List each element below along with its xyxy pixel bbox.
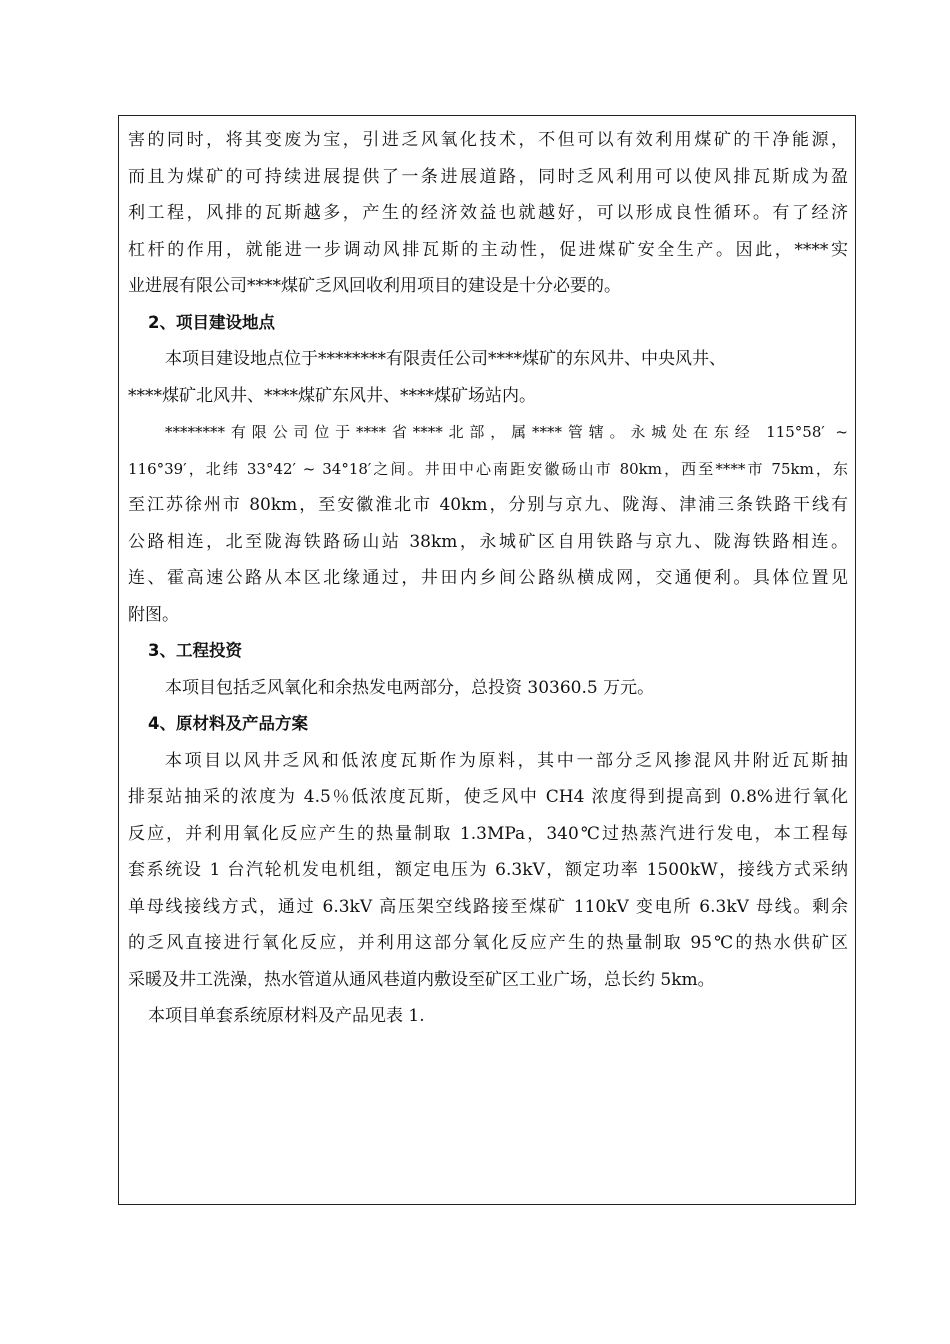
text-line: 业进展有限公司****煤矿乏风回收利用项目的建设是十分必要的。 — [128, 276, 621, 296]
section-2-paragraph-1 — [128, 341, 848, 414]
document-body — [128, 122, 848, 1035]
text-line: 利工程，风排的瓦斯越多，产生的经济效益也就越好，可以形成良性循环。有了经济 — [128, 203, 848, 223]
text-line: 至江苏徐州市 80km，至安徽淮北市 40km，分别与京九、陇海、津浦三条铁路干线有 — [128, 495, 848, 515]
section-4-heading: 4、原材料及产品方案 — [148, 714, 308, 733]
text-line: 反应，并利用氧化反应产生的热量制取 1.3MPa，340℃过热蒸汽进行发电，本工程每 — [128, 823, 848, 844]
text-line: 采暖及井工洗澡，热水管道从通风巷道内敷设至矿区工业广场，总长约 5km。 — [128, 969, 715, 990]
intro-paragraph — [128, 122, 848, 305]
text-line: 公路相连，北至陇海铁路砀山站 38km，永城矿区自用铁路与京九、陇海铁路相连。 — [128, 531, 848, 552]
text-line: 杠杆的作用，就能进一步调动风排瓦斯的主动性，促进煤矿安全生产。因此，****实 — [128, 239, 848, 260]
text-line: 本项目以风井乏风和低浓度瓦斯作为原料，其中一部分乏风掺混风井附近瓦斯抽 — [165, 750, 848, 771]
text-line: 附图。 — [128, 604, 179, 625]
text-line: 116°39′，北纬 33°42′ ~ 34°18′之间。井田中心南距安徽砀山市 80km，西至****市 75km，东 — [128, 459, 848, 478]
section-3-heading: 3、工程投资 — [148, 641, 242, 660]
section-2-paragraph-2 — [128, 414, 848, 633]
text-line: 排泵站抽采的浓度为 4.5％低浓度瓦斯，使乏风中 CH4 浓度得到提高到 0.8%进行氧化 — [128, 787, 848, 807]
text-line: 本项目建设地点位于********有限责任公司****煤矿的东风井、中央风井、 — [165, 349, 726, 369]
section-3-paragraph: 本项目包括乏风氧化和余热发电两部分，总投资 30360.5 万元。 — [165, 677, 655, 698]
section-2-heading: 2、项目建设地点 — [148, 312, 275, 332]
text-line: 害的同时，将其变废为宝，引进乏风氧化技术，不但可以有效利用煤矿的干净能源， — [128, 130, 848, 150]
text-line: 连、霍高速公路从本区北缘通过，井田内乡间公路纵横成网，交通便利。具体位置见 — [128, 568, 848, 588]
text-line: 套系统设 1 台汽轮机发电机组，额定电压为 6.3kV，额定功率 1500kW，接线方式采纳 — [128, 860, 848, 880]
text-line: 的乏风直接进行氧化反应，并利用这部分氧化反应产生的热量制取 95℃的热水供矿区 — [128, 933, 848, 953]
text-line: 单母线接线方式，通过 6.3kV 高压架空线路接至煤矿 110kV 变电所 6.3kV 母线。剩余 — [128, 896, 848, 917]
text-line: ********有限公司位于****省****北部，属****管辖。永城处在东经 115°58′ ~ — [165, 423, 848, 441]
section-4-paragraph — [128, 743, 848, 999]
text-line: ****煤矿北风井、****煤矿东风井、****煤矿场站内。 — [128, 385, 536, 406]
text-line: 而且为煤矿的可持续进展提供了一条进展道路，同时乏风利用可以使风排瓦斯成为盈 — [128, 166, 848, 187]
table-reference: 本项目单套系统原材料及产品见表 1. — [148, 1006, 425, 1026]
